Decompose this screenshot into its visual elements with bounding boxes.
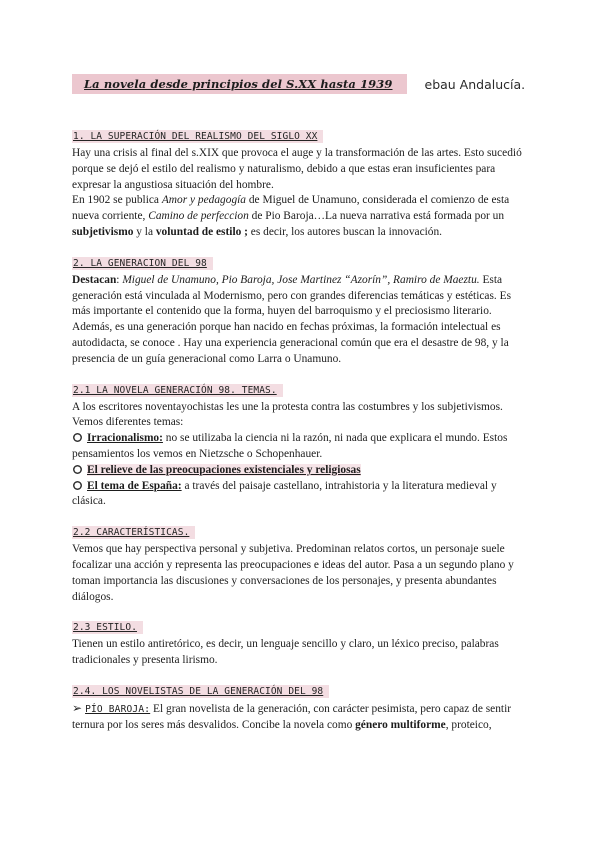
text-run: Esta generación está vinculada al Modernismo, pero con grandes diferencias temáticas y estéticas. Es más importante el contenido que la forma, huyen del barroquismo y el preciosismo literario. Además, es una generación porque han nacido en fechas próximas, la formación intelectual es autodidacta, se conoce . Hay una experiencia generacional común que era el desastre de 98, y la presencia de un guía generacional como Larra o Unamuno. [72, 273, 512, 365]
section-2-3 [72, 617, 527, 669]
bullet-item [72, 431, 527, 463]
novelist-name: PÍO BAROJA: [85, 703, 151, 715]
section-2-3-paragraph: Tienen un estilo antiretórico, es decir, un lenguaje sencillo y claro, un léxico preciso, palabras tradicionales y presenta lirismo. [72, 638, 499, 667]
bold-term: género multiforme [355, 718, 446, 731]
text-run: y la [133, 225, 156, 238]
bold-term: subjetivismo [72, 225, 134, 238]
section-2-1-intro: A los escritores noventayochistas les une la protesta contra las costumbres y los subjetivismos. Vemos diferentes temas: [72, 400, 503, 429]
text-run: de Pio Baroja…La nueva narrativa está formada por un [248, 210, 505, 223]
section-2-2-paragraph: Vemos que hay perspectiva personal y subjetiva. Predominan relatos cortos, un personaje suele focalizar una acción y representa las preocupaciones e ideas del autor. Pasa a un segundo plano y toman importancia las discusiones y conversaciones de los personajes, y presenta abundantes diálogos. [72, 543, 514, 603]
title-row [72, 72, 527, 96]
bullet-label: El tema de España: [87, 479, 182, 492]
section-1-paragraph-2 [72, 193, 527, 240]
text-run: , proteico, [445, 718, 492, 731]
section-2-1 [72, 380, 527, 511]
bullet-label: El relieve de las preocupaciones existenciales y religiosas [87, 463, 361, 476]
arrow-bullet-icon: ➢ [72, 700, 83, 715]
document-page [72, 72, 527, 746]
section-2-2 [72, 522, 527, 605]
bullet-item [72, 479, 527, 511]
section-1 [72, 126, 527, 241]
bullet-text: no se utilizaba la ciencia ni la razón, ni nada que explicara el mundo. Estos pensamientos los vemos en Nietzsche o Schopenhauer. [72, 432, 508, 460]
bold-term: voluntad de estilo ; [155, 225, 248, 238]
section-2-3-heading: 2.3 ESTILO. [72, 621, 143, 634]
bullet-item [72, 463, 527, 479]
section-2 [72, 253, 527, 368]
section-2-2-heading: 2.2 CARACTERÍSTICAS. [72, 526, 195, 539]
text-run: es decir, los autores buscan la innovación. [247, 225, 443, 238]
section-2-paragraph: Destacan: Miguel de Unamuno, Pio Baroja, Jose Martinez “Azorín”, Ramiro de Maeztu. Esta generación está vinculada al Modernismo, pero con grandes diferencias temáticas y estéticas. Es más importante el contenido que la forma, huyen del barroquismo y el preciosismo literario. Además, es una generación porque han nacido en fechas próximas, la formación intelectual es autodidacta, se conoce . Hay una experiencia generacional común que era el desastre de 98, y la presencia de un guía generacional como Larra o Unamuno. [72, 273, 512, 365]
bullet-text: a través del paisaje castellano, intrahistoria y la literatura medieval y clásica. [72, 479, 497, 508]
text-run: En 1902 se publica [72, 194, 162, 207]
section-2-4 [72, 681, 527, 734]
bold-label: Destacan [72, 273, 117, 286]
text-run: de Miguel de Unamuno, considerada el comienzo de esta nueva corriente, [72, 194, 510, 223]
section-1-paragraph-1: Hay una crisis al final del s.XIX que provoca el auge y la transformación de las artes. Esto sucedió porque se dejó el estilo del realismo y naturalismo, debido a que estas eran insuficientes para expresar la angustiosa situación del hombre. [72, 147, 522, 191]
book-title: Amor y pedagogía [161, 194, 246, 207]
document-subtitle: ebau Andalucía. [424, 76, 526, 92]
section-2-heading: 2. LA GENERACION DEL 98 [72, 257, 213, 270]
section-2-4-heading: 2.4. LOS NOVELISTAS DE LA GENERACIÓN DEL 98 [72, 685, 329, 698]
section-1-heading: 1. LA SUPERACIÓN DEL REALISMO DEL SIGLO XX [72, 130, 323, 143]
smiley-bullet-icon [73, 433, 82, 442]
section-2-1-heading: 2.1 LA NOVELA GENERACIÓN 98. TEMAS. [72, 384, 283, 397]
document-title: La novela desde principios del S.XX hasta 1939 [72, 74, 407, 94]
text-run: El gran novelista de la generación, con carácter pesimista, pero capaz de sentir ternura por los seres más desvalidos. Concibe la novela como [72, 702, 512, 731]
smiley-bullet-icon [73, 481, 82, 490]
book-title: Camino de perfeccion [148, 210, 249, 223]
bullet-label: Irracionalismo: [87, 432, 163, 445]
author-list: Miguel de Unamuno, Pio Baroja, Jose Martinez “Azorín”, Ramiro de Maeztu. [122, 273, 480, 286]
section-2-4-paragraph [72, 701, 527, 734]
smiley-bullet-icon [73, 465, 82, 474]
